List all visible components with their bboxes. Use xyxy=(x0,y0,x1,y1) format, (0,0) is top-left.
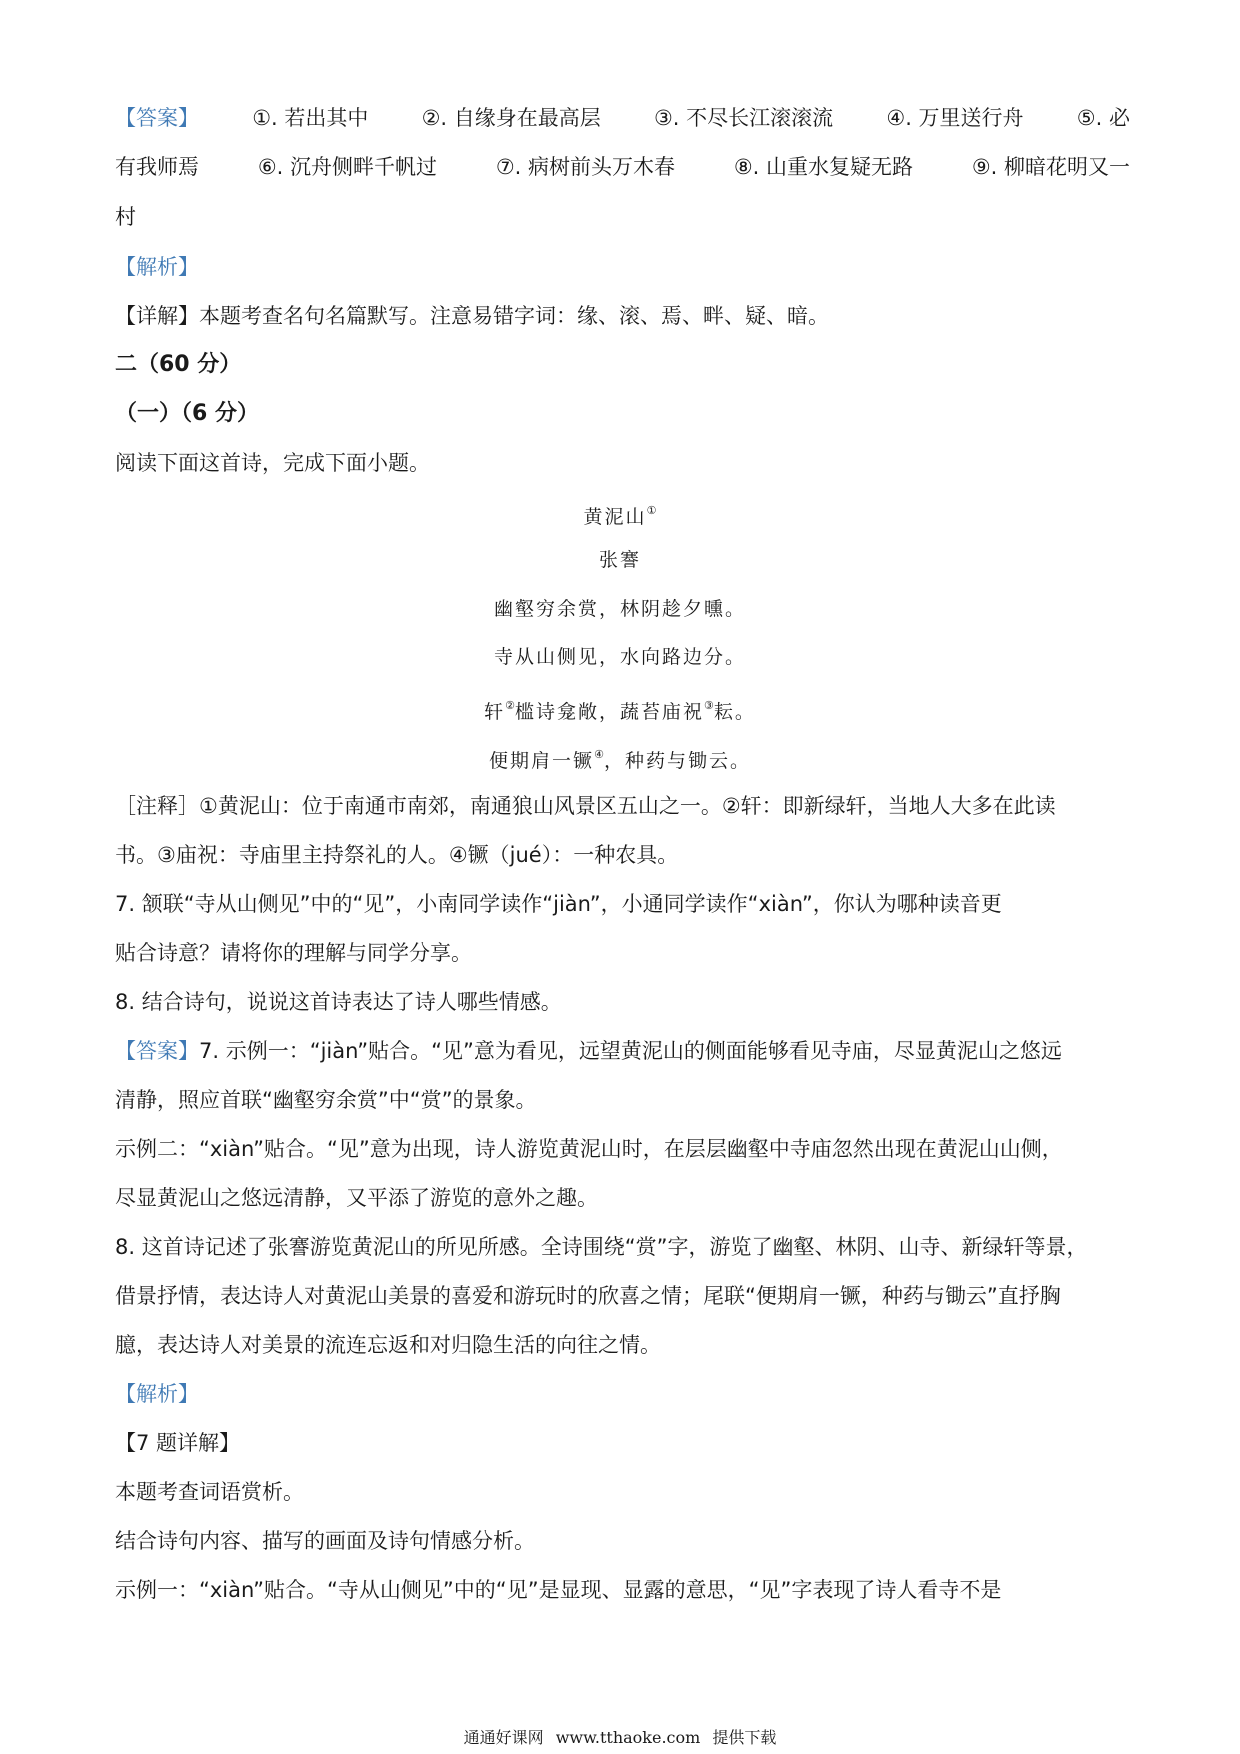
answer-item: ⑥. 沉舟侧畔千帆过 xyxy=(257,155,437,179)
detail-text: 【详解】本题考查名句名篇默写。注意易错字词：缘、滚、焉、畔、疑、暗。 xyxy=(115,304,829,328)
answer-7-line-2: 清静，照应首联“幽壑穷余赏”中“赏”的景象。 xyxy=(115,1088,537,1112)
poem-line-3 xyxy=(0,692,1240,726)
poem-text: 槛诗龛敞，蔬苔庙祝 xyxy=(514,701,704,723)
analysis-tag: 【解析】 xyxy=(115,255,199,279)
poem-author: 张謇 xyxy=(598,549,641,571)
analysis-line-1: 本题考查词语赏析。 xyxy=(115,1480,304,1504)
poem-title-text: 黄泥山 xyxy=(583,506,647,528)
question-7: 7. 颔联“寺从山侧见”中的“见”，小南同学读作“jiàn”，小通同学读作“xiàn”，你认为哪种读音更 xyxy=(115,892,1002,916)
answer-item: ⑦. 病树前头万木春 xyxy=(495,155,675,179)
poem-line-4 xyxy=(0,741,1240,775)
answer-item: ⑤. 必 xyxy=(1076,106,1130,130)
footer-site-name: 通通好课网 xyxy=(463,1728,544,1747)
answer-7-line-3: 示例二：“xiàn”贴合。“见”意为出现，诗人游览黄泥山时，在层层幽壑中寺庙忽然出现在黄泥山山侧， xyxy=(115,1137,1063,1161)
notes-line-1: ［注释］①黄泥山：位于南通市南郊，南通狼山风景区五山之一。②轩：即新绿轩，当地人大多在此读 xyxy=(115,794,1056,818)
part-heading: 二（60 分） xyxy=(115,352,242,377)
notes-line-2: 书。③庙祝：寺庙里主持祭礼的人。④镢（jué）：一种农具。 xyxy=(115,843,679,867)
footer-suffix: 提供下载 xyxy=(712,1728,777,1747)
reading-instruction: 阅读下面这首诗，完成下面小题。 xyxy=(115,451,430,475)
answer-item: ⑧. 山重水复疑无路 xyxy=(733,155,913,179)
answer-7-line-4: 尽显黄泥山之悠远清静，又平添了游览的意外之趣。 xyxy=(115,1186,598,1210)
poem-line-2: 寺从山侧见，水向路边分。 xyxy=(493,646,746,668)
poem-text: 耘。 xyxy=(713,701,756,723)
question-8: 8. 结合诗句，说说这首诗表达了诗人哪些情感。 xyxy=(115,990,562,1014)
analysis-line-3: 示例一：“xiàn”贴合。“寺从山侧见”中的“见”是显现、显露的意思，“见”字表现了诗人看寺不是 xyxy=(115,1578,1002,1602)
poem-text: 轩 xyxy=(484,701,506,723)
poem-text: ，种药与锄云。 xyxy=(603,750,751,772)
answer-item: ⑨. 柳暗花明又一 xyxy=(971,155,1130,179)
page-footer xyxy=(0,1727,1240,1749)
analysis-tag: 【解析】 xyxy=(115,1382,199,1406)
answer-item: ④. 万里送行舟 xyxy=(886,106,1024,130)
answer-8-line-2: 借景抒情，表达诗人对黄泥山美景的喜爱和游玩时的欣喜之情；尾联“便期肩一镢，种药与锄云”直抒胸 xyxy=(115,1284,1061,1308)
answer-row-3: 村 xyxy=(115,205,136,229)
poem-text: 便期肩一镢 xyxy=(489,750,595,772)
question-7-cont: 贴合诗意？请将你的理解与同学分享。 xyxy=(115,941,472,965)
answer-7-line-1 xyxy=(115,1036,1062,1066)
answer-tag: 【答案】 xyxy=(115,1039,199,1063)
answer-8-line-1: 8. 这首诗记述了张謇游览黄泥山的所见所感。全诗围绕“赏”字，游览了幽壑、林阴、山寺、新绿轩等景， xyxy=(115,1235,1088,1259)
answer-8-line-3: 臆，表达诗人对美景的流连忘返和对归隐生活的向往之情。 xyxy=(115,1333,661,1357)
footnote-marker: ② xyxy=(505,699,515,712)
footnote-marker: ③ xyxy=(704,699,714,712)
answer-row-1 xyxy=(115,103,1130,133)
answer-item: 有我师焉 xyxy=(115,155,199,179)
answer-row-2 xyxy=(115,152,1130,182)
answer-item: ①. 若出其中 xyxy=(252,106,369,130)
poem-title xyxy=(0,497,1240,531)
answer-tag: 【答案】 xyxy=(115,106,199,130)
analysis-line-2: 结合诗句内容、描写的画面及诗句情感分析。 xyxy=(115,1529,535,1553)
poem-line-1: 幽壑穷余赏，林阴趁夕曛。 xyxy=(493,598,746,620)
footer-url[interactable]: www.tthaoke.com xyxy=(555,1728,701,1747)
question-7-detail-tag: 【7 题详解】 xyxy=(115,1431,241,1455)
subsection-heading: （一）（6 分） xyxy=(115,401,259,426)
answer-text: 7. 示例一：“jiàn”贴合。“见”意为看见，远望黄泥山的侧面能够看见寺庙，尽显黄泥山之悠远 xyxy=(199,1039,1062,1063)
footnote-marker: ④ xyxy=(594,748,604,761)
footnote-marker: ① xyxy=(646,504,657,517)
answer-item: ②. 自缘身在最高层 xyxy=(421,106,601,130)
answer-item: ③. 不尽长江滚滚流 xyxy=(653,106,834,130)
